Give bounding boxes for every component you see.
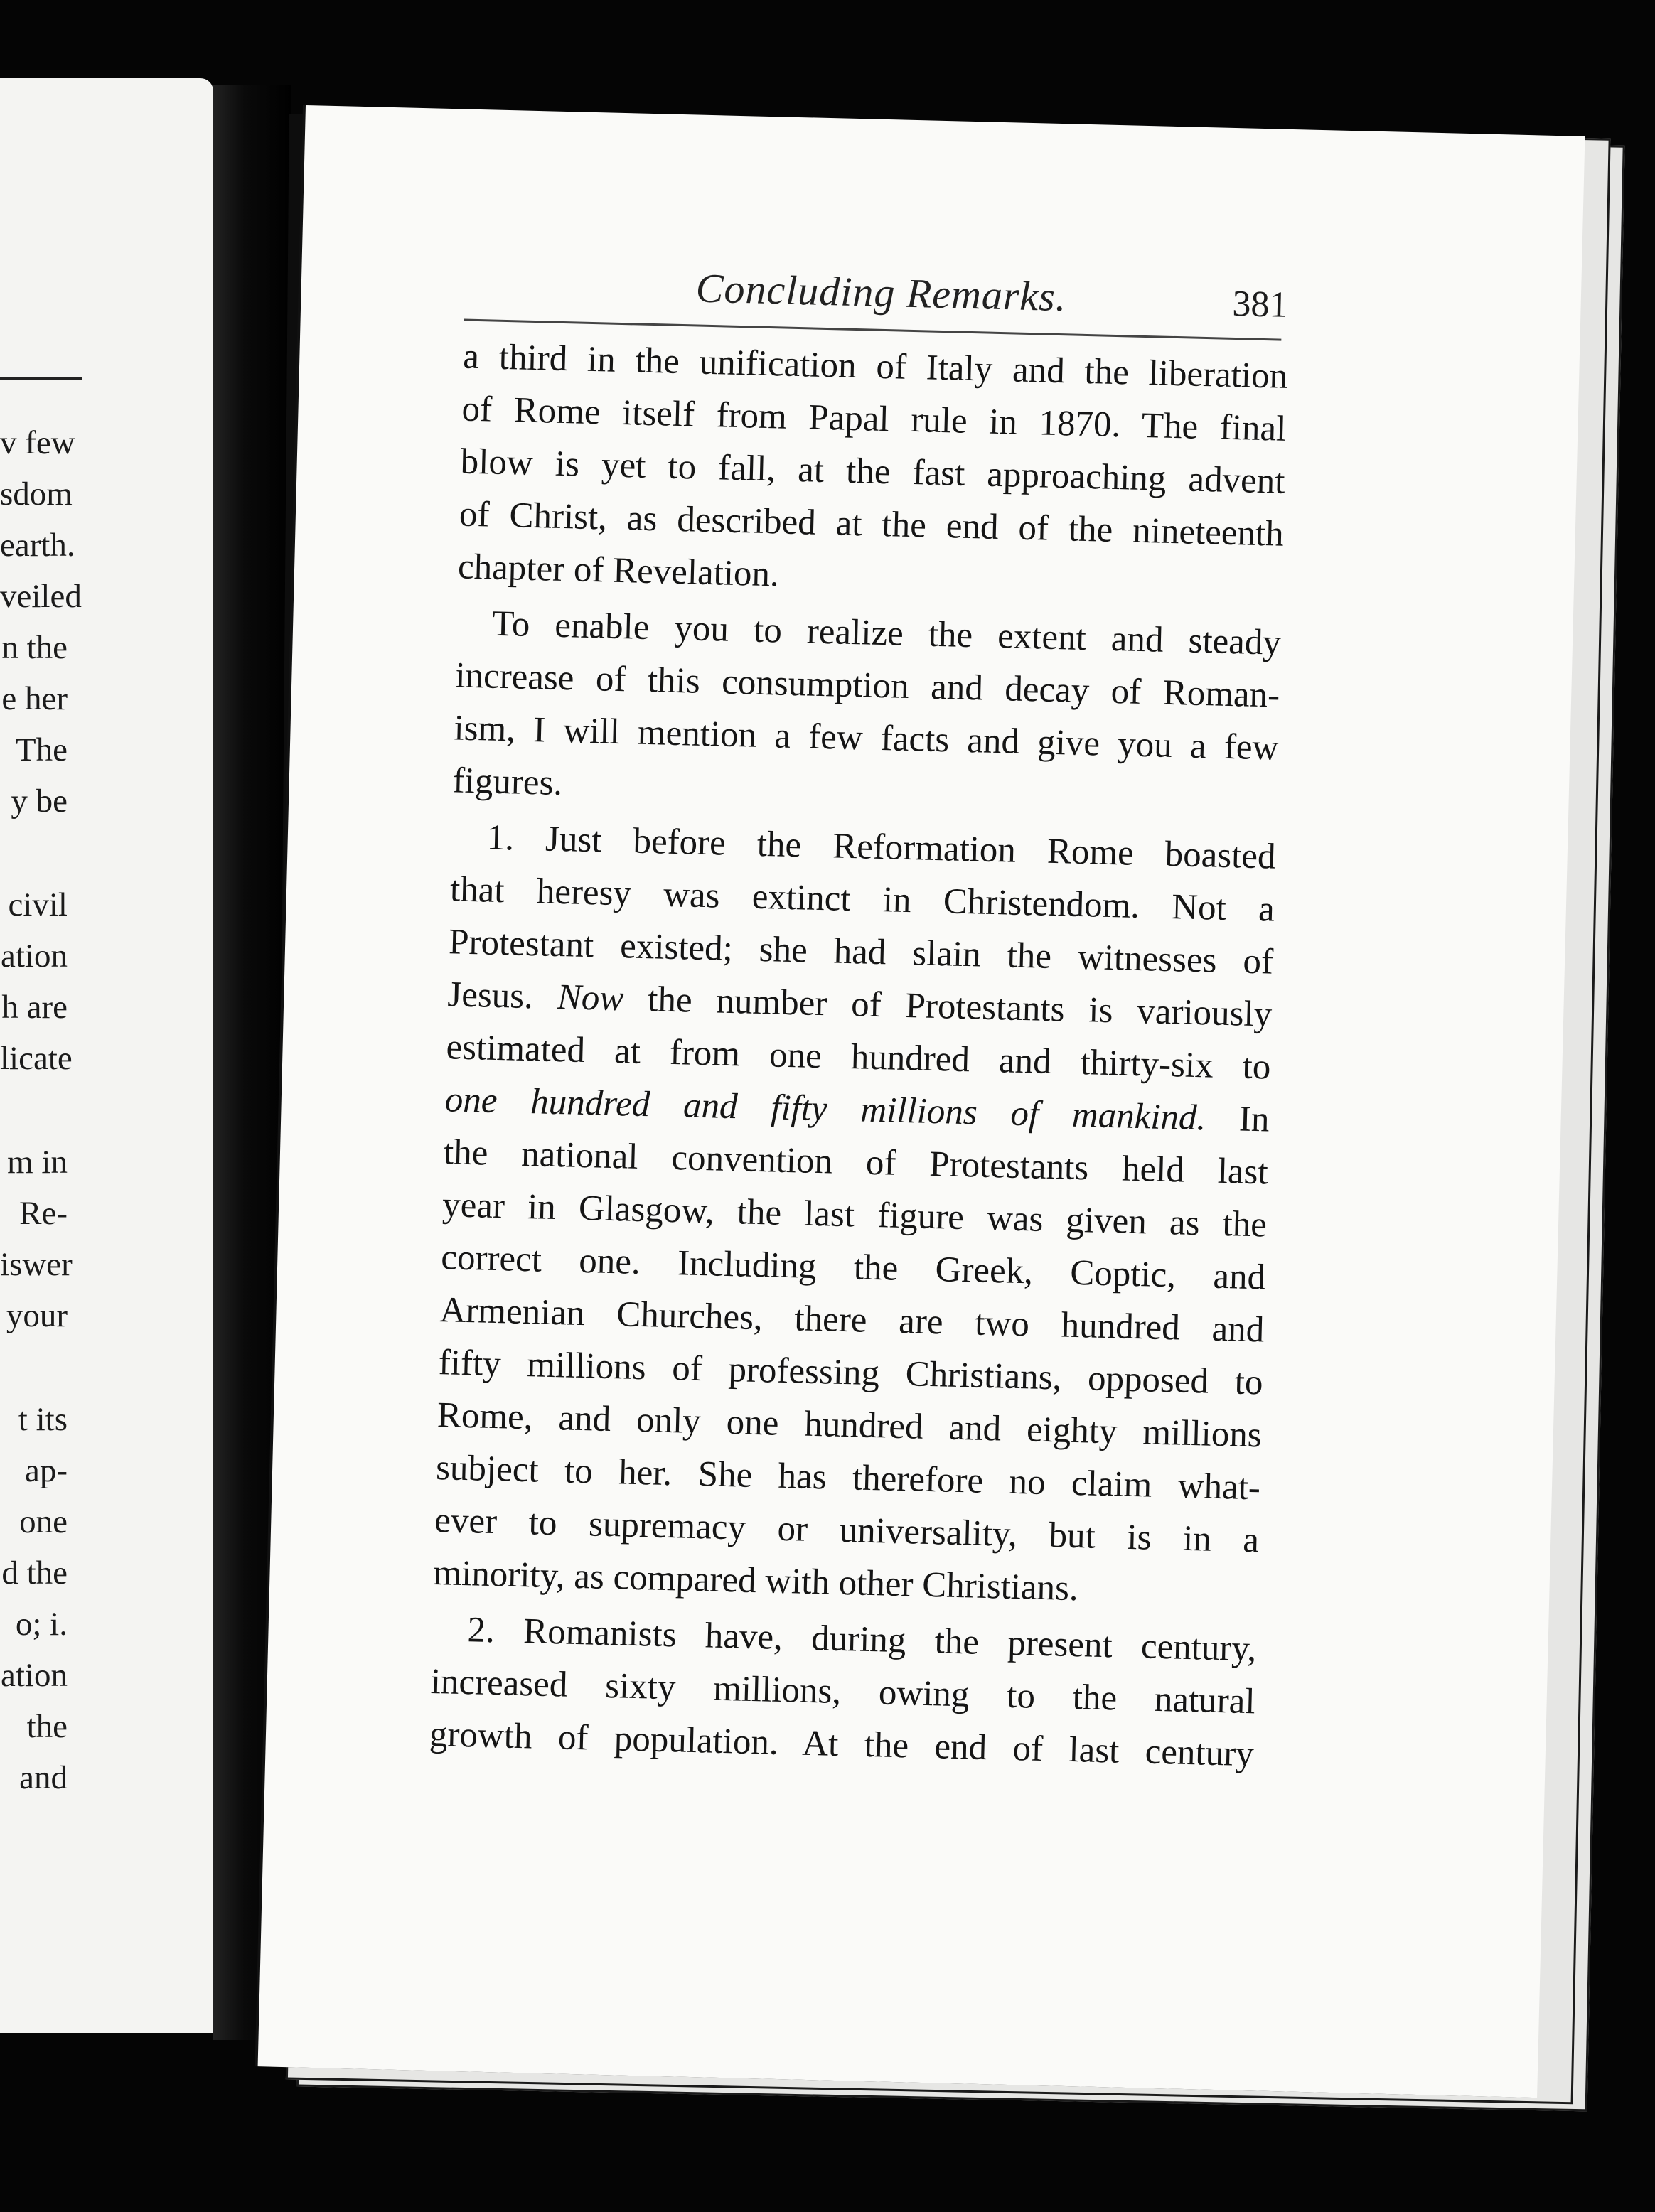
- text-line: 1. Just before the Reformation Rome boasted: [486, 817, 1277, 877]
- text-line: growth of population. At the end of last century: [429, 1714, 1255, 1775]
- left-page-line: Re-: [19, 1195, 68, 1232]
- text-line: Rome, and only one hundred and eighty millions: [436, 1395, 1263, 1456]
- left-page-line: t its: [18, 1401, 68, 1438]
- text-line: To enable you to realize the extent and steady: [491, 603, 1282, 663]
- left-page-line: your: [6, 1297, 68, 1334]
- left-page-line: n the: [1, 629, 68, 666]
- text-line: [447, 975, 1273, 1034]
- text-line: estimated at from one hundred and thirty-six to: [445, 1027, 1272, 1088]
- page-number: 381: [1231, 283, 1289, 326]
- left-page-line: licate: [0, 1040, 73, 1077]
- text-line: subject to her. She has therefore no claim what-: [435, 1448, 1261, 1508]
- left-page-line: h are: [1, 989, 68, 1026]
- text-line: the national convention of Protestants held last: [443, 1132, 1269, 1193]
- italic-fragment: Now: [557, 977, 625, 1019]
- left-page-line: ap-: [24, 1452, 68, 1489]
- left-page-line: m in: [7, 1144, 68, 1181]
- text-line: fifty millions of professing Christians, opposed to: [438, 1343, 1264, 1403]
- left-page-line: earth.: [0, 527, 75, 564]
- text-fragment: Jesus.: [446, 975, 534, 1017]
- left-page-line: The: [15, 731, 68, 768]
- text-line: [444, 1080, 1270, 1139]
- page-content: [258, 105, 1585, 2098]
- text-line: 2. Romanists have, during the present century,: [466, 1610, 1258, 1670]
- text-line: of Rome itself from Papal rule in 1870. The final: [461, 389, 1287, 449]
- text-line: increase of this consumption and decay of Roman-: [454, 655, 1280, 716]
- text-line: correct one. Including the Greek, Coptic, and: [440, 1237, 1266, 1298]
- left-page-line: d the: [1, 1555, 68, 1591]
- head-rule: [464, 319, 1282, 341]
- text-line: ism, I will mention a few facts and give you a few: [453, 708, 1279, 768]
- running-head: Concluding Remarks.: [695, 264, 1068, 321]
- text-line: increased sixty millions, owing to the natural: [430, 1661, 1256, 1722]
- text-line: ever to supremacy or universality, but is in a: [434, 1500, 1260, 1561]
- text-line: figures.: [452, 761, 563, 804]
- left-page-line: ation: [1, 938, 68, 975]
- text-line: Armenian Churches, there are two hundred and: [439, 1290, 1265, 1351]
- text-line: Protestant existed; she had slain the witnesses of: [448, 922, 1274, 982]
- left-page-line: o; i.: [15, 1606, 68, 1643]
- left-page-line: e her: [1, 680, 68, 717]
- left-page-rule: [0, 377, 82, 380]
- left-page-line: ation: [1, 1657, 68, 1694]
- text-line: minority, as compared with other Christians.: [432, 1553, 1079, 1609]
- left-page-line: one: [19, 1503, 68, 1540]
- text-line: of Christ, as described at the end of the nineteenth: [459, 494, 1285, 554]
- left-page-line: v few: [0, 424, 75, 461]
- left-page-line: sdom: [0, 476, 73, 512]
- text-line: blow is yet to fall, at the fast approaching advent: [460, 441, 1286, 502]
- left-page-line: y be: [11, 783, 68, 820]
- text-line: year in Glasgow, the last figure was given as the: [441, 1185, 1268, 1245]
- book-page: [258, 105, 1585, 2098]
- left-page-line: veiled: [0, 578, 82, 615]
- left-page-line: iswer: [0, 1246, 73, 1283]
- left-page-line: civil: [8, 886, 68, 923]
- text-fragment: In: [1238, 1099, 1270, 1140]
- text-line: chapter of Revelation.: [457, 547, 780, 595]
- left-page-line: the: [26, 1708, 68, 1745]
- text-line: a third in the unification of Italy and the liberation: [462, 336, 1288, 397]
- text-fragment: the number of Protestants is variously: [647, 979, 1273, 1035]
- left-page-line: and: [19, 1759, 68, 1796]
- text-line: that heresy was extinct in Christendom. Not a: [449, 869, 1275, 930]
- italic-fragment: one hundred and fifty millions of mankind.: [444, 1080, 1206, 1139]
